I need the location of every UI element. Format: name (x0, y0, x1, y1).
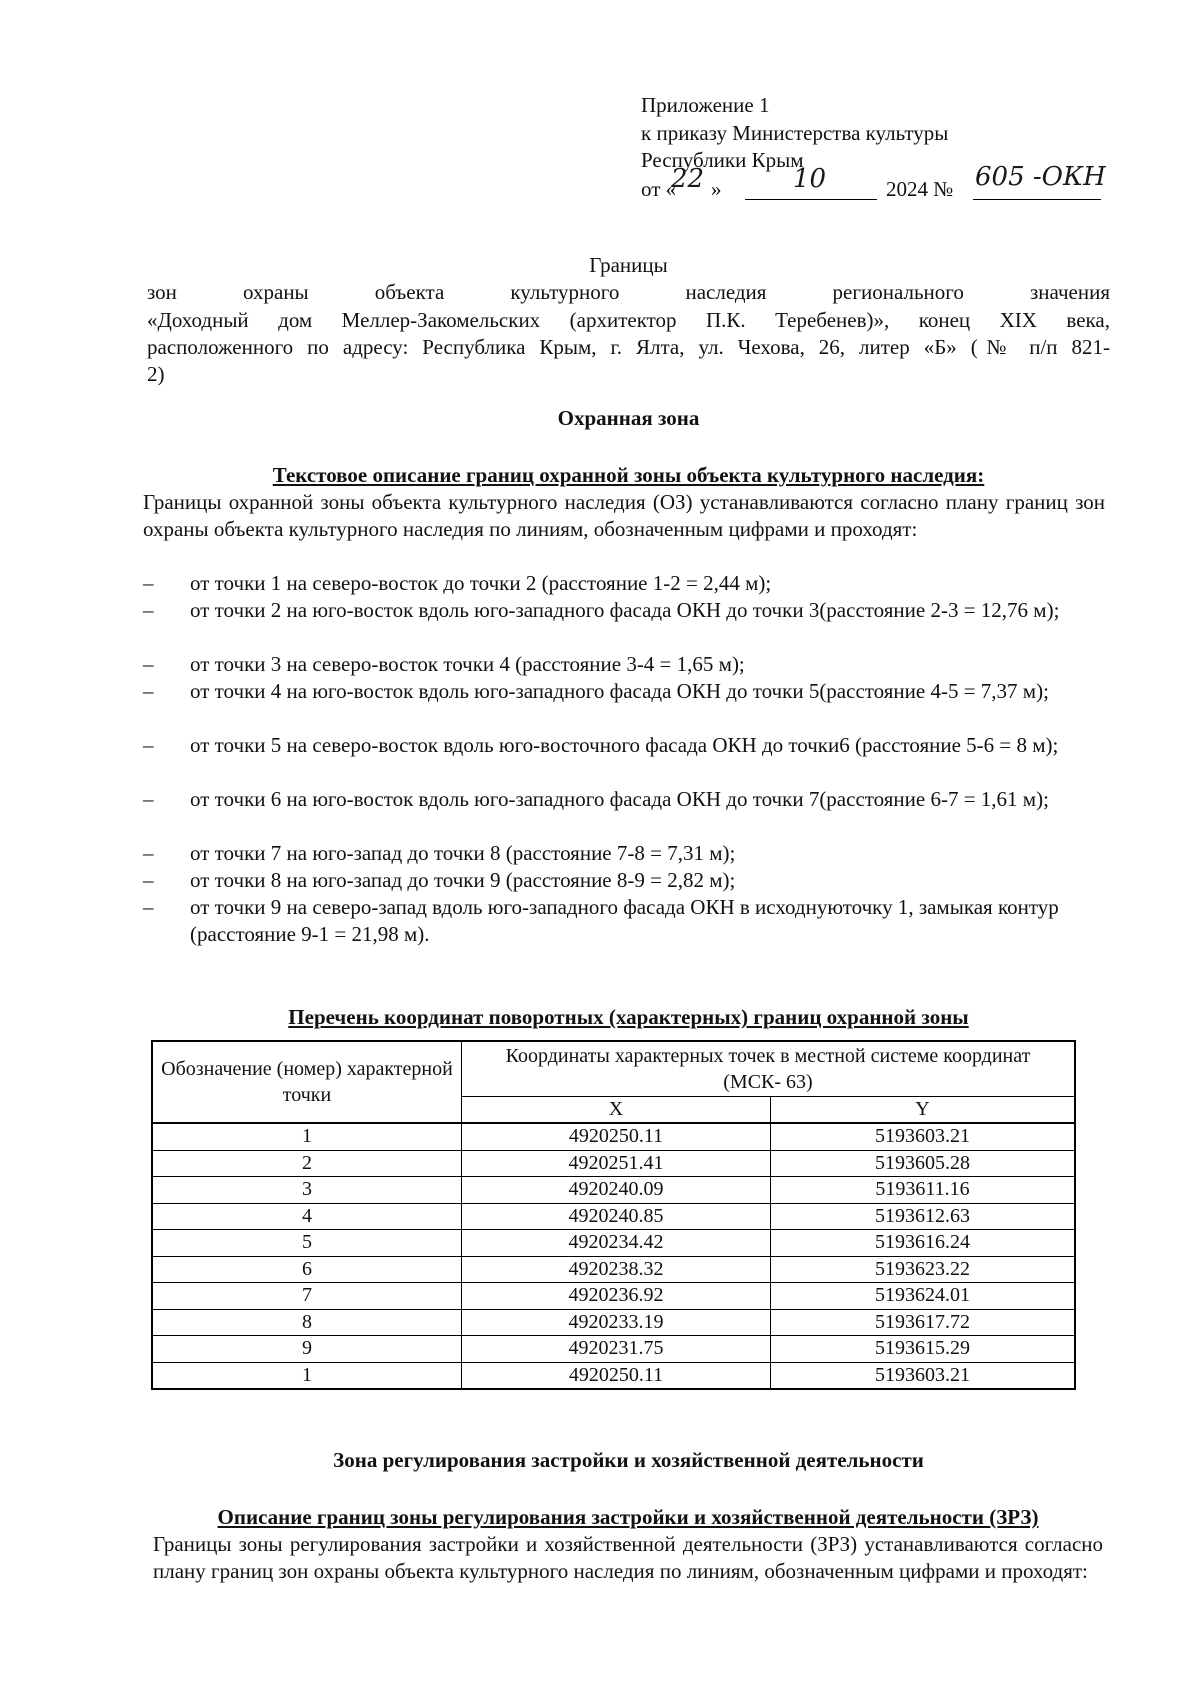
point-y: 5193623.22 (771, 1256, 1076, 1283)
table-row (152, 1309, 1075, 1336)
title-word: наследия (685, 280, 767, 304)
table-row (152, 1230, 1075, 1257)
boundary-item (143, 651, 1113, 678)
table-row (152, 1150, 1075, 1177)
boundary-item-text: от точки 7 на юго-запад до точки 8 (расстояние 7-8 = 7,31 м); (190, 841, 736, 865)
point-number: 1 (152, 1123, 462, 1150)
point-x: 4920234.42 (462, 1230, 771, 1257)
title-line-4: 2) (147, 362, 165, 386)
col-point-header: Обозначение (номер) характерной точки (152, 1041, 462, 1123)
title-word: значения (1029, 280, 1110, 304)
title-word: культурного (510, 280, 620, 304)
boundary-item (143, 867, 1113, 894)
boundary-item (143, 894, 1113, 948)
boundary-item-text: от точки 4 на юго-восток вдоль юго-западного фасада ОКН до точки 5(расстояние 4-5 = 7,37 м); (190, 679, 1049, 703)
date-month-underline (745, 199, 877, 200)
point-number: 5 (152, 1230, 462, 1257)
bullet-dash: – (143, 895, 154, 919)
table-row (152, 1203, 1075, 1230)
point-number: 2 (152, 1150, 462, 1177)
point-y: 5193617.72 (771, 1309, 1076, 1336)
col-y-header: Y (771, 1097, 1076, 1124)
title-line-3: расположенного по адресу: Республика Крым, г. Ялта, ул. Чехова, 26, литер «Б» (№ п/п 821- (147, 335, 1110, 359)
point-number: 4 (152, 1203, 462, 1230)
boundary-item-text: от точки 1 на северо-восток до точки 2 (расстояние 1-2 = 2,44 м); (190, 571, 772, 595)
coordinates-table-title: Перечень координат поворотных (характерных) границ охранной зоны (288, 1005, 969, 1029)
title-word: зон (147, 280, 177, 304)
bullet-dash: – (143, 598, 154, 622)
point-y: 5193624.01 (771, 1283, 1076, 1310)
order-reference: к приказу Министерства культуры (641, 121, 949, 145)
regulation-zone-heading: Зона регулирования застройки и хозяйственной деятельности (333, 1448, 924, 1472)
point-number: 8 (152, 1309, 462, 1336)
boundary-item (143, 732, 1113, 786)
date-year: 2024 № (886, 177, 954, 201)
boundary-item-text: от точки 3 на северо-восток точки 4 (расстояние 3-4 = 1,65 м); (190, 652, 745, 676)
point-y: 5193612.63 (771, 1203, 1076, 1230)
point-x: 4920236.92 (462, 1283, 771, 1310)
col-coords-header: Координаты характерных точек в местной системе координат (МСК- 63) (462, 1041, 1076, 1097)
point-y: 5193615.29 (771, 1336, 1076, 1363)
table-row (152, 1177, 1075, 1204)
boundary-item (143, 786, 1113, 840)
regulation-zone-subheading: Описание границ зоны регулирования застройки и хозяйственной деятельности (ЗРЗ) (217, 1505, 1039, 1529)
regulation-zone-intro: Границы зоны регулирования застройки и хозяйственной деятельности (ЗРЗ) устанавливаются согласно плану границ зон охраны объекта культурного наследия по линиям, обозначенным цифрами и проходят: (153, 1532, 1103, 1583)
point-number: 6 (152, 1256, 462, 1283)
order-number: 605 -ОКН (975, 162, 1106, 192)
security-zone-heading: Охранная зона (557, 406, 700, 430)
point-x: 4920250.11 (462, 1362, 771, 1389)
boundary-item-text: от точки 8 на юго-запад до точки 9 (расстояние 8-9 = 2,82 м); (190, 868, 736, 892)
point-x: 4920233.19 (462, 1309, 771, 1336)
bullet-dash: – (143, 571, 154, 595)
table-row (152, 1362, 1075, 1389)
col-x-header: X (462, 1097, 771, 1124)
point-y: 5193616.24 (771, 1230, 1076, 1257)
boundary-item (143, 840, 1113, 867)
title-line-1 (147, 279, 1110, 306)
point-number: 1 (152, 1362, 462, 1389)
point-y: 5193611.16 (771, 1177, 1076, 1204)
appendix-label: Приложение 1 (641, 93, 770, 117)
title-word: объекта (374, 280, 445, 304)
boundary-item (143, 570, 1113, 597)
point-number: 3 (152, 1177, 462, 1204)
title-line-2: «Доходный дом Меллер-Закомельских (архитектор П.К. Теребенев)», конец XIX века, (147, 308, 1110, 332)
date-prefix: от « (641, 177, 677, 201)
order-date-line (641, 162, 1111, 208)
table-row (152, 1123, 1075, 1150)
boundary-item-text: от точки 9 на северо-запад вдоль юго-западного фасада ОКН в исходнуюточку 1, замыкая контур (расстояние 9-1 = 21,98 м). (190, 895, 1059, 946)
date-month: 10 (793, 164, 827, 194)
security-zone-subheading: Текстовое описание границ охранной зоны объекта культурного наследия: (272, 463, 985, 487)
boundary-item-text: от точки 2 на юго-восток вдоль юго-западного фасада ОКН до точки 3(расстояние 2-3 = 12,76 м); (190, 598, 1060, 622)
boundary-item-text: от точки 6 на юго-восток вдоль юго-западного фасада ОКН до точки 7(расстояние 6-7 = 1,61 м); (190, 787, 1049, 811)
date-close-quote: » (711, 177, 722, 201)
table-row (152, 1283, 1075, 1310)
bullet-dash: – (143, 679, 154, 703)
table-row (152, 1336, 1075, 1363)
point-y: 5193603.21 (771, 1362, 1076, 1389)
security-zone-intro: Границы охранной зоны объекта культурного наследия (ОЗ) устанавливаются согласно плану границ зон охраны объекта культурного наследия по линиям, обозначенным цифрами и проходят: (143, 490, 1105, 541)
bullet-dash: – (143, 841, 154, 865)
point-x: 4920238.32 (462, 1256, 771, 1283)
point-y: 5193603.21 (771, 1123, 1076, 1150)
bullet-dash: – (143, 652, 154, 676)
point-x: 4920251.41 (462, 1150, 771, 1177)
point-x: 4920240.09 (462, 1177, 771, 1204)
bullet-dash: – (143, 868, 154, 892)
title-word: охраны (243, 280, 309, 304)
table-row (152, 1256, 1075, 1283)
boundary-item-text: от точки 5 на северо-восток вдоль юго-восточного фасада ОКН до точки6 (расстояние 5-6 = 8 м); (190, 733, 1059, 757)
bullet-dash: – (143, 787, 154, 811)
point-x: 4920250.11 (462, 1123, 771, 1150)
point-x: 4920240.85 (462, 1203, 771, 1230)
bullet-dash: – (143, 733, 154, 757)
ministry-region: Республики Крым (641, 148, 804, 172)
point-y: 5193605.28 (771, 1150, 1076, 1177)
point-number: 9 (152, 1336, 462, 1363)
boundary-item (143, 678, 1113, 732)
coordinates-table (151, 1040, 1076, 1390)
date-day: 22 (671, 164, 705, 194)
point-x: 4920231.75 (462, 1336, 771, 1363)
point-number: 7 (152, 1283, 462, 1310)
order-number-underline (973, 199, 1101, 200)
document-title: Границы (589, 253, 668, 277)
title-word: регионального (832, 280, 964, 304)
boundary-item (143, 597, 1113, 651)
